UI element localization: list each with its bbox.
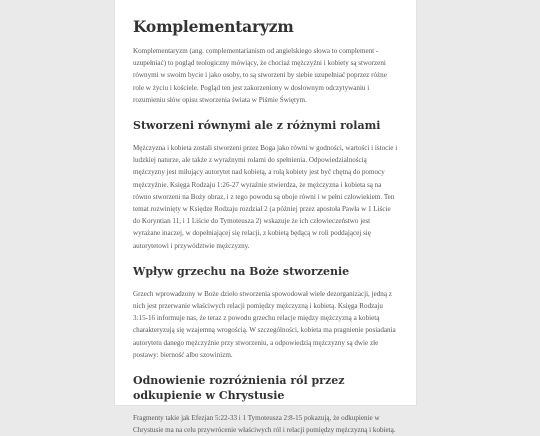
section-heading-redemption: Odnowienie rozróżnienia ról przez odkupienie w Chrystusie [133,374,345,403]
intro-paragraph: Komplementaryzm (ang. complementarianism od angielskiego słowa to complement - uzupełniać) to pogląd teologiczny mówiący, że chociaż mężczyźni i kobiety są stworzeni równymi w swoim bycie i jako osoby, to są stworzeni by siebie uzupełniać poprzez różne role w życiu i kościele. Pogląd ten jest zakorzeniony w dosłownym odczytywaniu i rozumieniu słów opisu stworzenia świata w Piśmie Świętym. [133,47,387,104]
section-paragraph-equal-roles: Mężczyzna i kobieta zostali stworzeni przez Boga jako równi w godności, wartości i istocie i ludzkiej naturze, ale także z wyraźnymi rolami do spełnienia. Odpowiedzialnością mężczyzny jest miłujący autorytet nad kobietą, a rolą kobiety jest być chętną do pomocy mężczyźnie. Księga Rodzaju 1:26-27 wyraźnie stwierdza, że mężczyzna i kobieta są na równo stworzeni na Boży obraz, i z tego powodu są oboje równi i w pełni człowiekiem. Ten temat rozwinięty w Księdze Rodzaju rozdział 2 (a później przez apostoła Pawła w 1 Liście do Koryntian 11, i 1 Liście do Tymoteusza 2) wskazuje że ich człowieczeństwo jest wyrażane inaczej, w dopełniającej się relacji, z kobietą będącą w roli poddającej się autorytetowi i przywództwie mężczyzny. [133,144,398,250]
section-paragraph-sin-impact: Grzech wprowadzony w Boże dzieło stworzenia spowodował wiele dezorganizacji, jedną z nich jest przerwanie właściwych relacji pomiędzy mężczyzną i kobietą. Księga Rodzaju 3:15-16 informuje nas, że teraz z powodu grzechu relacje między mężczyzną a kobietą charakteryzują się wzajemną wrogością. W szczególności, kobieta ma pragnienie posiadania autorytetu danego mężczyźnie przy stworzeniu, a odpowiedzią mężczyzny są dwie złe postawy: bierność albo szowinizm. [133,289,396,359]
page-title: Komplementaryzm [133,17,294,36]
section-heading-sin-impact: Wpływ grzechu na Boże stworzenie [133,264,350,278]
section-paragraph-redemption: Fragmenty takie jak Efezjan 5:22-33 i 1 Tymoteusza 2:8-15 pokazują, że odkupienie w Chrystusie ma na celu przywrócenie właściwych ról i relacji pomiędzy mężczyzną i kobietą. [133,414,396,435]
article-page [115,0,416,435]
section-heading-equal-roles: Stworzeni równymi ale z różnymi rolami [133,119,381,133]
article-content [133,0,399,436]
